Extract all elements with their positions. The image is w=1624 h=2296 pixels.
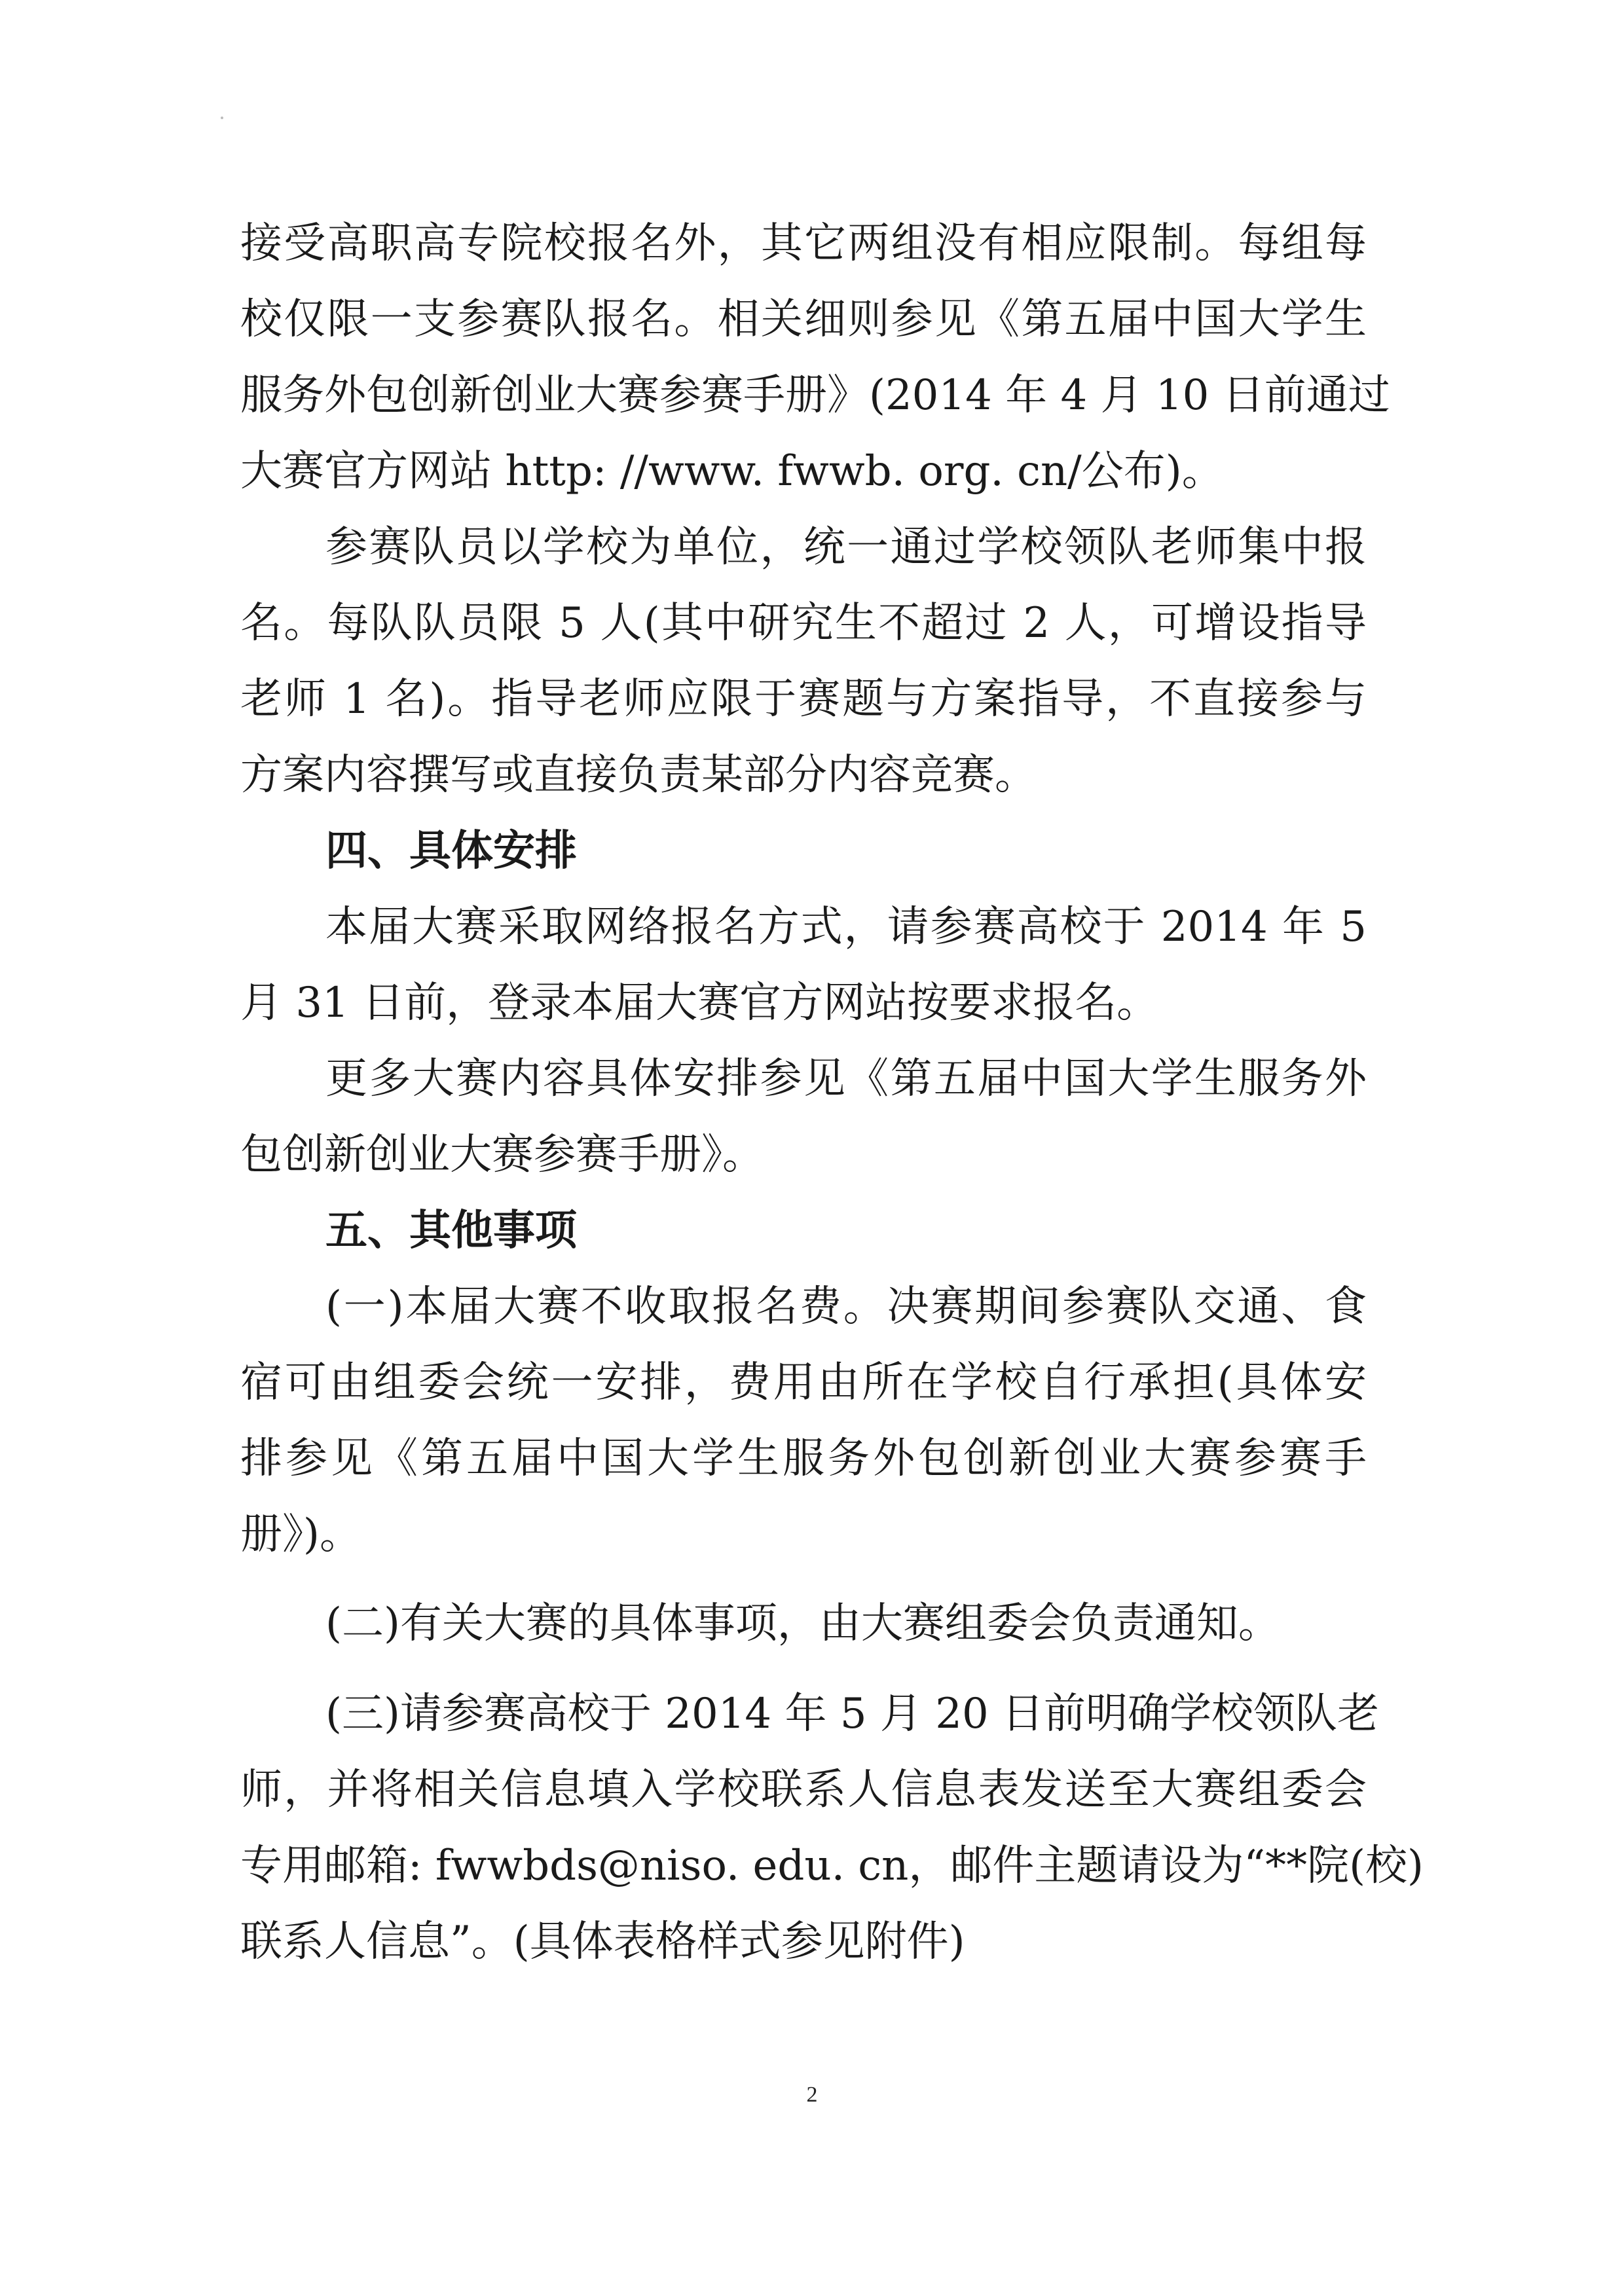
scan-speck	[221, 117, 223, 119]
section-heading-arrangement: 四、具体安排	[325, 827, 577, 875]
body-line-17: (二)有关大赛的具体事项，由大赛组委会负责通知。	[325, 1599, 1280, 1648]
page-number: 2	[806, 2083, 818, 2107]
body-line-6: 名。每队队员限 5 人(其中研究生不超过 2 人，可增设指导	[240, 599, 1367, 647]
body-line-19: 师，并将相关信息填入学校联系人信息表发送至大赛组委会	[240, 1766, 1367, 1814]
body-line-12: 包创新创业大赛参赛手册》。	[240, 1131, 764, 1179]
body-line-8: 方案内容撰写或直接负责某部分内容竞赛。	[240, 751, 1037, 799]
body-line-21: 联系人信息”。(具体表格样式参见附件)	[240, 1918, 965, 1966]
body-line-7: 老师 1 名)。指导老师应限于赛题与方案指导，不直接参与	[240, 675, 1367, 723]
body-line-15: 排参见《第五届中国大学生服务外包创新创业大赛参赛手	[240, 1434, 1367, 1483]
body-line-16: 册》)。	[240, 1510, 361, 1559]
body-line-2: 校仅限一支参赛队报名。相关细则参见《第五届中国大学生	[240, 295, 1367, 344]
body-line-3: 服务外包创新创业大赛参赛手册》(2014 年 4 月 10 日前通过	[240, 371, 1390, 420]
body-line-10: 月 31 日前，登录本届大赛官方网站按要求报名。	[240, 979, 1159, 1027]
body-line-13: (一)本届大赛不收取报名费。决赛期间参赛队交通、食	[325, 1283, 1367, 1331]
body-line-20: 专用邮箱: fwwbds@niso. edu. cn，邮件主题请设为“**院(校)	[240, 1842, 1424, 1890]
body-line-1: 接受高职高专院校报名外，其它两组没有相应限制。每组每	[240, 219, 1367, 268]
body-line-5: 参赛队员以学校为单位，统一通过学校领队老师集中报	[325, 523, 1367, 572]
section-heading-other-matters: 五、其他事项	[325, 1207, 577, 1255]
body-line-18: (三)请参赛高校于 2014 年 5 月 20 日前明确学校领队老	[325, 1690, 1380, 1738]
body-line-9: 本届大赛采取网络报名方式，请参赛高校于 2014 年 5	[325, 903, 1367, 951]
body-line-11: 更多大赛内容具体安排参见《第五届中国大学生服务外	[325, 1055, 1367, 1103]
body-line-14: 宿可由组委会统一安排，费用由所在学校自行承担(具体安	[240, 1358, 1367, 1407]
body-line-4: 大赛官方网站 http: //www. fwwb. org. cn/公布)。	[240, 447, 1224, 496]
